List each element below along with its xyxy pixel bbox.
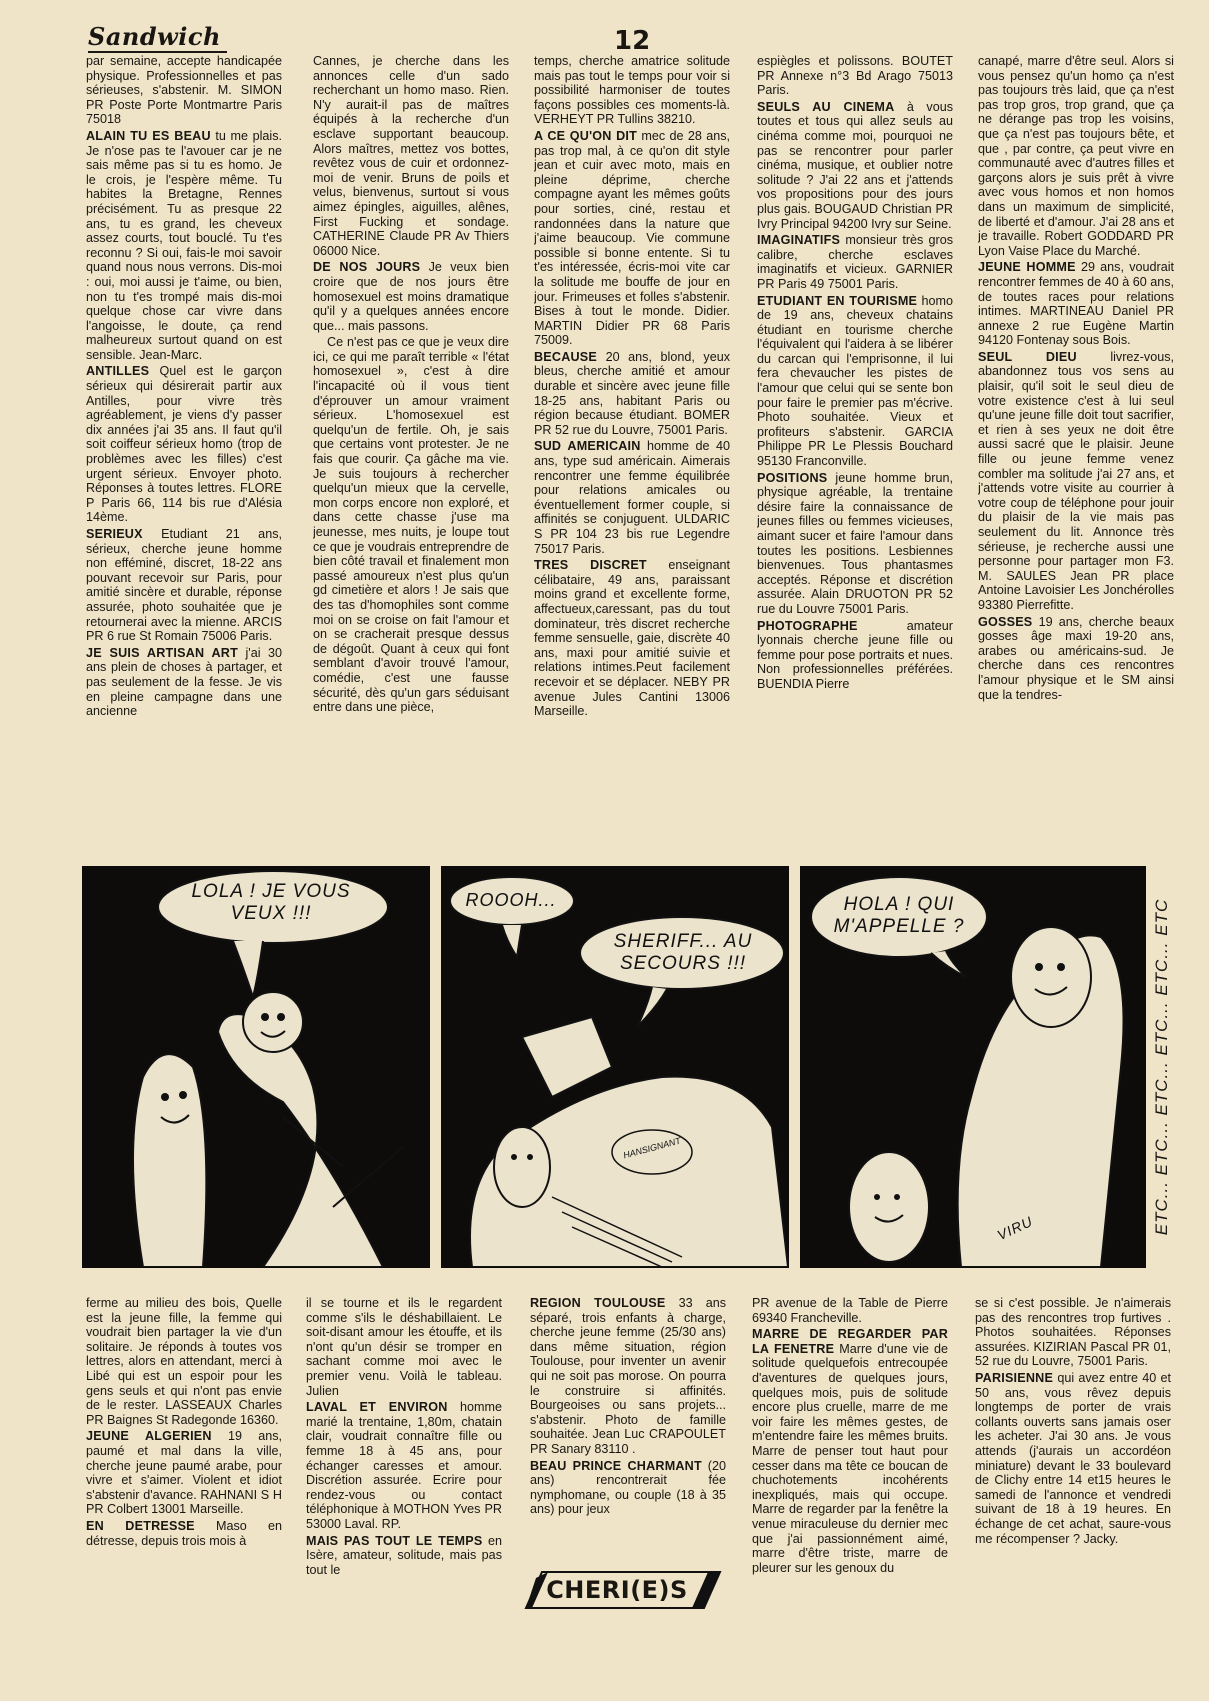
panel-1-balloon: LOLA ! JE VOUS VEUX !!!: [191, 881, 351, 924]
ad-text: 29 ans, voudrait rencontrer femmes de 40 à 60 ans, de toutes races pour relations intimes. MARTINEAU Daniel PR annexe 2 rue Eugène Martin 94120 Fontenay sous Bois.: [978, 260, 1174, 348]
ad-keyword: ANTILLES: [86, 364, 150, 379]
sandwich-logo: Sandwich: [88, 22, 221, 51]
classified-ad: [757, 54, 953, 98]
ad-text: espiègles et polissons. BOUTET PR Annexe n°3 Bd Arago 75013 Paris.: [757, 54, 953, 98]
classified-ad: [975, 1371, 1171, 1546]
classified-ad: [757, 233, 953, 291]
ad-text: Maso en détresse, depuis trois mois à: [86, 1518, 282, 1548]
ad-keyword: REGION TOULOUSE: [530, 1296, 666, 1310]
ad-text: enseignant célibataire, 49 ans, paraissant moins grand et excellente forme, affectueux,caressant, pas du tout dominateur, très discret recherche femme sensuelle, gaie, discrète 40 ans, maxi pour amitié suivie et relations intimes.Peut facilement recevoir et se déplacer. NEBY PR avenue Jules Cantini 13006 Marseille.: [534, 558, 730, 719]
ad-text: Quel est le garçon sérieux qui désirerait partir aux Antilles, pour vivre très agréablement, je viens d'y passer dix années j'ai 35 ans. Il faut qu'il soit coiffeur sérieux homo (trop de problèmes avec les filles) c'est urgent sérieux. Envoyer photo. Réponses à toutes lettres. FLORE P Paris 66, 114 bis rue d'Alésia 14ème.: [86, 364, 282, 525]
ad-keyword: MAIS PAS TOUT LE TEMPS: [306, 1533, 483, 1548]
ad-keyword: A CE QU'ON DIT: [534, 128, 638, 143]
ad-text: homme de 40 ans, type sud américain. Aimerais rencontrer une femme équilibrée pour relations amicales ou éventuellement former couple, si affinités se conjuguent. ULDARIC S PR 104 23 bis rue Legendre 75017 Paris.: [534, 439, 730, 556]
classified-ad: [86, 527, 282, 644]
ad-text: 33 ans séparé, trois enfants à charge, cherche jeune femme (25/30 ans) dans même situation, région Toulouse, pour inventer un avenir qui ne soit pas morose. On pourra le construire si affinités. Bourgeoises ou sans projets... s'abstenir. Photo de famille souhaitée. Jean Luc CRAPOULET PR Sanary 83110 .: [530, 1296, 726, 1456]
classified-ad: [313, 335, 509, 714]
comic-panel-3: [800, 866, 1146, 1268]
classified-column-5: [978, 54, 1174, 837]
panel-2-drawing: [442, 867, 788, 1267]
ad-keyword: DE NOS JOURS: [313, 260, 421, 275]
ad-text: 19 ans, paumé et mal dans la ville, cherche jeune paumé arabe, pour vivre et s'aimer. Violent et idiot s'abstenir d'avance. RAHNANI S H PR Colbert 13001 Marseille.: [86, 1429, 282, 1517]
classified-ad: [975, 1296, 1171, 1369]
classified-ad: [86, 1429, 282, 1517]
ad-text: ferme au milieu des bois, Quelle est la jeune fille, la femme qui voudrait bien partager la vie d'un solitaire. Je réponds à toutes vos lettres, alors en attendant, merci à Libé qui est un espoir pour les gens seuls et qui n'ont pas envie de le rester. LASSEAUX Charles PR Baignes St Radegonde 16360.: [86, 1296, 282, 1427]
ad-keyword: ETUDIANT EN TOURISME: [757, 293, 918, 308]
ad-keyword: SEULS AU CINEMA: [757, 99, 895, 114]
ad-keyword: MARRE DE REGARDER PAR LA FENETRE: [752, 1327, 948, 1356]
ad-keyword: BECAUSE: [534, 349, 597, 364]
ad-text: Ce n'est pas ce que je veux dire ici, ce qui me paraît terrible « l'état homosexuel », c'est à dire l'incapacité où il vous tient d'éprouver un amour vraiment sérieux. L'homosexuel est quelqu'un de fertile. Oh, je sais que certains vont protester. Je ne fais que courir. Ça gâche ma vie. Je suis toujours à rechercher quelqu'un mieux que la cervelle, mon corps encore non exploré, et dans cette chasse j'use ma jeunesse, mes nuits, je loupe tout ce que je voudrais entreprendre de bien côté travail et finalement mon passé amoureux n'est plus qu'un gd cimetière et alors ! Je sais que des tas d'homophiles sont comme moi on se croise on fait l'amour et on se cracherait presque dessus de dégoût. Quant à ceux qui font semblant d'avoir trouvé l'amour, comédie, c'est une fausse sécurité, dès qu'un gars séduisant entre dans une pièce,: [313, 335, 509, 715]
classified-ad: [534, 439, 730, 556]
ad-keyword: GOSSES: [978, 614, 1033, 629]
ad-keyword: LAVAL ET ENVIRON: [306, 1400, 448, 1415]
panel-3-balloon: HOLA ! QUI M'APPELLE ?: [833, 894, 965, 937]
classified-ad: [313, 260, 509, 333]
ad-keyword: JEUNE HOMME: [978, 260, 1076, 275]
classified-ad: [757, 100, 953, 231]
classified-ad: [757, 619, 953, 692]
classified-ad: [306, 1400, 502, 1531]
ad-text: j'ai 30 ans plein de choses à partager, et pas seulement de la fesse. Je vis en pleine campagne dans une ancienne: [86, 645, 282, 719]
classified-ad: [978, 260, 1174, 348]
classified-column-10: [975, 1296, 1171, 1626]
ad-keyword: SEUL DIEU: [978, 349, 1077, 364]
classified-ad: [306, 1296, 502, 1398]
comic-panel-1: [82, 866, 430, 1268]
page-number: 12: [614, 26, 651, 56]
panel-2-balloon-1: ROOOH...: [465, 890, 557, 910]
panel-1-drawing: [83, 867, 429, 1267]
classified-ad: [86, 54, 282, 127]
ad-text: qui avez entre 40 et 50 ans, vous rêvez depuis longtemps de porter de vrais collants ouverts sans jamais oser les acheter. J'ai 30 ans. Je vous attends (j'aurais un accordéon miniature) devant le 33 boulevard de Clichy entre 14 et15 heures le samedi de l'annonce et vendredi suivant de 18 à 19 heures. En échange de cet achat, saure-vous me récompenser ? Jacky.: [975, 1370, 1171, 1546]
cheries-banner: [522, 1570, 722, 1610]
panel-2-balloon-2: SHERIFF... AU SECOURS !!!: [613, 931, 753, 974]
classified-ad: [313, 54, 509, 258]
classified-ad: [978, 615, 1174, 703]
ad-text: canapé, marre d'être seul. Alors si vous pensez qu'un homo ça n'est pas toujours très laid, que ça n'est pas trop gros, trop grand, que ça ne dérange pas trop les voisins, que ça n'est pas toujours bête, et que , par contre, ça peut vivre en communauté avec d'autres filles et garçons alors je suis prêt à vivre avec vous homos et non homos dans un maximum de simplicité, de liberté et d'amour. J'ai 28 ans et je travaille. Robert GODDARD PR Lyon Vaise Place du Marché.: [978, 54, 1174, 258]
ad-text: en Isère, amateur, solitude, mais pas tout le: [306, 1533, 502, 1577]
ad-keyword: SERIEUX: [86, 527, 143, 541]
classified-ad: [534, 350, 730, 438]
ad-text: à vous toutes et tous qui allez seuls au cinéma comme moi, pourquoi ne pas se rencontrer pour parler cinéma, musique, et oublier notre solitude ? J'ai 22 ans et j'attends vos propositions pour des jours plus gais. BOUGAUD Christian PR Ivry Principal 94200 Ivry sur Seine.: [757, 99, 953, 231]
classified-ad: [86, 1296, 282, 1427]
etc-text: ETC... ETC... ETC... ETC... ETC... ETC: [1152, 898, 1171, 1236]
ad-keyword: EN DETRESSE: [86, 1518, 195, 1533]
classified-column-6: [86, 1296, 282, 1626]
classified-column-1: [86, 54, 282, 837]
comic-panel-2: [441, 866, 789, 1268]
classified-column-3: [534, 54, 730, 837]
ad-text: Je veux bien croire que de nos jours être homosexuel est moins dramatique qu'il y a quelques années encore que... mais passons.: [313, 260, 509, 333]
ad-text: jeune homme brun, physique agréable, la trentaine désire faire la connaissance de jeunes filles ou femmes vicieuses, aimant sucer et faire l'amour dans toutes les positions. Lesbiennes bienvenues. Tous phantasmes acceptés. Réponse et discrétion assurée. Alain DRUOTON PR 52 rue du Louvre 75001 Paris.: [757, 470, 953, 616]
ad-keyword: PHOTOGRAPHE: [757, 618, 858, 633]
ad-keyword: BEAU PRINCE CHARMANT: [530, 1458, 702, 1473]
ad-text: PR avenue de la Table de Pierre 69340 Francheville.: [752, 1296, 948, 1325]
panel-3-sign: VIRU: [994, 1212, 1036, 1244]
classified-column-4: [757, 54, 953, 837]
classified-ad: [86, 646, 282, 719]
classified-column-9: [752, 1296, 948, 1626]
classified-ad: [534, 558, 730, 719]
ad-text: il se tourne et ils le regardent comme s'ils le déshabillaient. Le soit-disant amour les étouffe, et ils n'ont qu'un désir se tromper en sachant comme moi avec le premier venu. Voilà le tableau. Julien: [306, 1296, 502, 1398]
ad-text: 19 ans, cherche beaux gosses âge maxi 19-20 ans, arabes ou américains-sud. Je cherche dans ces rencontres l'amour physique et le SM ainsi que la tendres-: [978, 614, 1174, 702]
ad-text: (20 ans) rencontrerait fée nymphomane, ou couple (18 à 35 ans) pour jeux: [530, 1458, 726, 1517]
ad-keyword: JE SUIS ARTISAN ART: [86, 645, 238, 660]
comic-strip: [82, 866, 1144, 1268]
ad-keyword: JEUNE ALGERIEN: [86, 1429, 212, 1444]
ad-text: par semaine, accepte handicapée physique. Professionnelles et pas sérieuses, s'abstenir. M. SIMON PR Poste Porte Montmartre Paris 75018: [86, 54, 282, 127]
banner-label: CHERI(E)S: [546, 1576, 688, 1604]
ad-keyword: IMAGINATIFS: [757, 233, 841, 248]
panel-2-sign: HANSIGNANT: [622, 1135, 682, 1161]
ad-text: monsieur très gros calibre, cherche esclaves imaginatifs et vicieux. GARNIER PR Paris 49 75001 Paris.: [757, 233, 953, 291]
ad-keyword: TRES DISCRET: [534, 558, 647, 573]
classified-ad: [530, 1459, 726, 1517]
ad-keyword: PARISIENNE: [975, 1370, 1054, 1385]
ad-text: 20 ans, blond, yeux bleus, cherche amitié et amour durable et sincère avec jeune fille 18-25 ans, habitant Paris ou région because étudiant. BOMER PR 52 rue du Louvre, 75001 Paris.: [534, 349, 730, 437]
ad-text: homo de 19 ans, cheveux chatains étudiant en tourisme cherche l'équivalent qui l'aidera à se libérer du carcan qui l'emprisonne, il lui fera chevaucher les pistes de l'amour que celui qui se sente bon pour faire le premier pas m'écrive. Photo souhaitée. Vieux et profiteurs s'abstenir. GARCIA Philippe PR Le Plessis Bouchard 95130 Franconville.: [757, 293, 953, 469]
classified-ad: [530, 1296, 726, 1457]
classified-ad: [757, 471, 953, 617]
classified-ad: [534, 54, 730, 127]
ad-text: Etudiant 21 ans, sérieux, cherche jeune homme non efféminé, discret, 18-22 ans pouvant recevoir sur Paris, pour amitié sincère et durable, réponse assurée, photo souhaitée que je retournerai avec la mienne. ARCIS PR 6 rue St Romain 75006 Paris.: [86, 527, 282, 644]
classified-ad: [752, 1327, 948, 1575]
classified-ad: [534, 129, 730, 348]
ad-text: se si c'est possible. Je n'aimerais pas des rencontres trop furtives . Photos souhaitées. Réponses assurées. KIZIRIAN Pascal PR 01, 52 rue du Louvre, 75001 Paris.: [975, 1296, 1171, 1369]
classified-column-8: [530, 1296, 726, 1576]
classified-ad: [752, 1296, 948, 1325]
ad-text: amateur lyonnais cherche jeune fille ou femme pour pose portraits et nues. Non professionnelles préférées. BUENDIA Pierre: [757, 618, 953, 691]
classified-ad: [978, 54, 1174, 258]
ad-keyword: POSITIONS: [757, 470, 828, 485]
classified-ad: [306, 1534, 502, 1578]
ad-text: homme marié la trentaine, 1,80m, chatain clair, voudrait connaître fille ou femme 18 à 45 ans, pour échanger caresses et amour. Discrétion assurée. Ecrire pour rendez-vous ou contact téléphonique à MOTHON Yves PR 53000 Laval. RP.: [306, 1400, 502, 1531]
ad-text: mec de 28 ans, pas trop mal, à ce qu'on dit style jean et cuir avec moto, mais en pleine déprime, cherche compagne ayant les mêmes goûts pour sorties, ciné, restau et randonnées dans la nature que j'aime beaucoup. Vie commune possible si bonne entente. Si tu t'es intéressée, écris-moi vite car la solitude me bouffe de jour en jour. Frimeuses et folles s'abstenir. Bises à tout le monde. Didier. MARTIN Didier PR 68 Paris 75009.: [534, 128, 730, 348]
classified-ad: [757, 294, 953, 469]
etc-side-text: [1146, 866, 1178, 1268]
classified-ad: [86, 129, 282, 363]
ad-keyword: SUD AMERICAIN: [534, 439, 641, 454]
ad-keyword: ALAIN TU ES BEAU: [86, 128, 211, 143]
classified-ad: [86, 364, 282, 525]
classified-column-2: [313, 54, 509, 837]
ad-text: temps, cherche amatrice solitude mais pas tout le temps pour voir si possibilité harmoniser de toutes façons possibles ces moments-là. VERHEYT PR Tullins 38210.: [534, 54, 730, 127]
ad-text: Marre d'une vie de solitude quelquefois entrecoupée d'aventures de quelques jours, quelques mois, puis de solitude encore plus cruelle, marre de me voir faire les mêmes gestes, de m'entendre faire les mêmes bruits. Marre de penser tout haut pour cesser dans ma tête ce boucan de chuchotements incohérents inexpliqués, mais qui occupe. Marre de regarder par la fenêtre la venue miraculeuse du dernier mec que j'ai passionnément aimé, marre d'être triste, marre de pleurer sur les genoux du: [752, 1341, 948, 1575]
ad-text: Cannes, je cherche dans les annonces celle d'un sado recherchant un homo maso. Rien. N'y aurait-il pas de maîtres équipés à la recherche d'un esclave supportant beaucoup. Alors maîtres, mettez vos bottes, revêtez vous de cuir et ordonnez-moi de venir. Bruns de poils et velus, bienvenus, surtout si vous aimez épingles, aiguilles, alênes, First Fucking et sondage. CATHERINE Claude PR Av Thiers 06000 Nice.: [313, 54, 509, 258]
ad-text: livrez-vous, abandonnez tous vos sens au plaisir, qu'il soit le seul dieu de votre existence c'est à lui seul qu'une jeune fille doit tout sacrifier, et rien à ses yeux ne doit être aussi sacré que le plaisir. Jeune fille ou jeune femme venez combler ma solitude j'ai 27 ans, et j'attends votre visite au courrier à votre coup de téléphone pour jouir du plaisir de la vie mais pas seulement du lit. Annonce très sérieuse, je recherche aussi une personne pour partager mon F3. M. SAULES Jean PR place Antoine Lavoisier Les Jonchérolles 93380 Pierrefitte.: [978, 349, 1174, 612]
classified-ad: [86, 1519, 282, 1548]
ad-text: tu me plais. Je n'ose pas te l'avouer car je ne sais même pas si tu es homo. Je le crois, je l'espère même. Tu habites la Bretagne, Rennes précisément. Tu as presque 22 ans, tu es grand, les cheveux assez courts, tout bouclé. Tu t'es reconnu ? Si oui, fais-le moi savoir quand nous nous verrons. Dis-moi : oui, moi aussi je t'aime, ou bien, non tu t'es trompé mais dis-moi quelque chose car vivre dans l'angoisse, le doute, ça rend malheureux surtout quand on est sensible. Jean-Marc.: [86, 128, 282, 362]
classified-column-7: [306, 1296, 502, 1626]
classified-ad: [978, 350, 1174, 613]
